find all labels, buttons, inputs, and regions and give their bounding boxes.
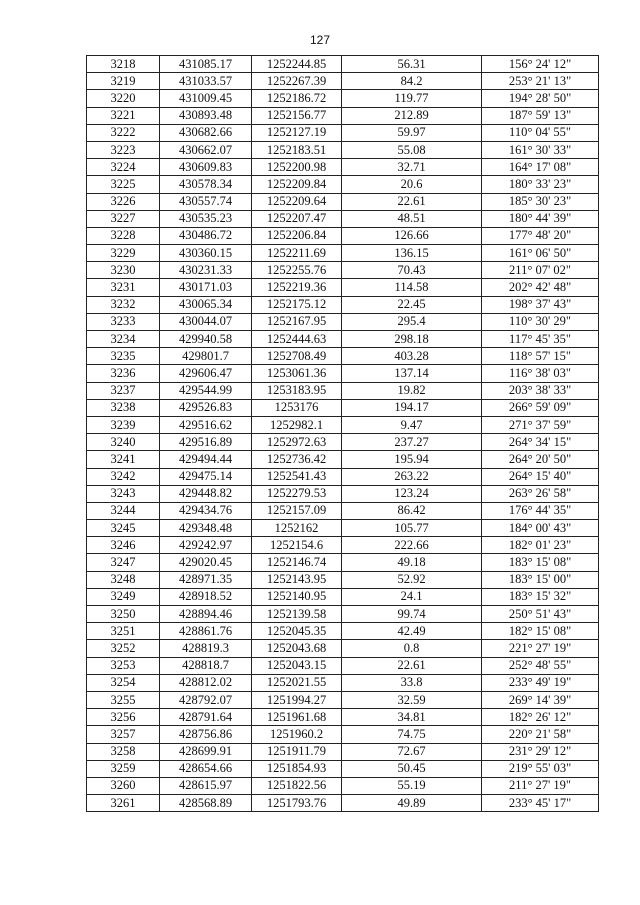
distance-cell: 194.17 — [342, 399, 482, 416]
table-row — [87, 588, 599, 605]
point-number-cell: 3257 — [87, 726, 160, 743]
distance-cell: 295.4 — [342, 313, 482, 330]
table-row — [87, 606, 599, 623]
bearing-angle-cell: 252° 48' 55" — [482, 657, 599, 674]
distance-cell: 212.89 — [342, 107, 482, 124]
distance-cell: 114.58 — [342, 279, 482, 296]
bearing-angle-cell: 264° 34' 15" — [482, 434, 599, 451]
y-coordinate-cell: 1251822.56 — [252, 777, 342, 794]
y-coordinate-cell: 1252043.68 — [252, 640, 342, 657]
point-number-cell: 3234 — [87, 331, 160, 348]
distance-cell: 24.1 — [342, 588, 482, 605]
bearing-angle-cell: 184° 00' 43" — [482, 520, 599, 537]
y-coordinate-cell: 1253061.36 — [252, 365, 342, 382]
y-coordinate-cell: 1252127.19 — [252, 124, 342, 141]
bearing-angle-cell: 203° 38' 33" — [482, 382, 599, 399]
x-coordinate-cell: 430609.83 — [160, 159, 252, 176]
table-row — [87, 73, 599, 90]
y-coordinate-cell: 1252209.64 — [252, 193, 342, 210]
x-coordinate-cell: 430486.72 — [160, 227, 252, 244]
bearing-angle-cell: 177° 48' 20" — [482, 227, 599, 244]
x-coordinate-cell: 429348.48 — [160, 520, 252, 537]
point-number-cell: 3231 — [87, 279, 160, 296]
bearing-angle-cell: 264° 15' 40" — [482, 468, 599, 485]
x-coordinate-cell: 430171.03 — [160, 279, 252, 296]
x-coordinate-cell: 429020.45 — [160, 554, 252, 571]
table-row — [87, 520, 599, 537]
bearing-angle-cell: 221° 27' 19" — [482, 640, 599, 657]
x-coordinate-cell: 429940.58 — [160, 331, 252, 348]
point-number-cell: 3227 — [87, 210, 160, 227]
table-row — [87, 743, 599, 760]
y-coordinate-cell: 1252244.85 — [252, 56, 342, 73]
point-number-cell: 3252 — [87, 640, 160, 657]
distance-cell: 403.28 — [342, 348, 482, 365]
x-coordinate-cell: 431085.17 — [160, 56, 252, 73]
distance-cell: 84.2 — [342, 73, 482, 90]
table-row — [87, 674, 599, 691]
x-coordinate-cell: 429434.76 — [160, 502, 252, 519]
y-coordinate-cell: 1252444.63 — [252, 331, 342, 348]
distance-cell: 56.31 — [342, 56, 482, 73]
point-number-cell: 3249 — [87, 588, 160, 605]
point-number-cell: 3218 — [87, 56, 160, 73]
bearing-angle-cell: 180° 33' 23" — [482, 176, 599, 193]
distance-cell: 298.18 — [342, 331, 482, 348]
point-number-cell: 3247 — [87, 554, 160, 571]
y-coordinate-cell: 1252982.1 — [252, 416, 342, 433]
distance-cell: 22.45 — [342, 296, 482, 313]
point-number-cell: 3220 — [87, 90, 160, 107]
bearing-angle-cell: 253° 21' 13" — [482, 73, 599, 90]
y-coordinate-cell: 1252139.58 — [252, 606, 342, 623]
distance-cell: 59.97 — [342, 124, 482, 141]
bearing-angle-cell: 266° 59' 09" — [482, 399, 599, 416]
x-coordinate-cell: 429544.99 — [160, 382, 252, 399]
point-number-cell: 3261 — [87, 795, 160, 812]
point-number-cell: 3245 — [87, 520, 160, 537]
point-number-cell: 3238 — [87, 399, 160, 416]
point-number-cell: 3240 — [87, 434, 160, 451]
bearing-angle-cell: 198° 37' 43" — [482, 296, 599, 313]
bearing-angle-cell: 161° 30' 33" — [482, 141, 599, 158]
y-coordinate-cell: 1252162 — [252, 520, 342, 537]
y-coordinate-cell: 1251793.76 — [252, 795, 342, 812]
x-coordinate-cell: 428812.02 — [160, 674, 252, 691]
x-coordinate-cell: 431009.45 — [160, 90, 252, 107]
x-coordinate-cell: 430360.15 — [160, 245, 252, 262]
distance-cell: 49.18 — [342, 554, 482, 571]
distance-cell: 237.27 — [342, 434, 482, 451]
distance-cell: 119.77 — [342, 90, 482, 107]
table-row — [87, 777, 599, 794]
distance-cell: 263.22 — [342, 468, 482, 485]
x-coordinate-cell: 428699.91 — [160, 743, 252, 760]
table-row — [87, 262, 599, 279]
y-coordinate-cell: 1251911.79 — [252, 743, 342, 760]
table-row — [87, 640, 599, 657]
point-number-cell: 3219 — [87, 73, 160, 90]
point-number-cell: 3244 — [87, 502, 160, 519]
bearing-angle-cell: 117° 45' 35" — [482, 331, 599, 348]
distance-cell: 99.74 — [342, 606, 482, 623]
point-number-cell: 3228 — [87, 227, 160, 244]
table-row — [87, 399, 599, 416]
x-coordinate-cell: 428792.07 — [160, 691, 252, 708]
table-row — [87, 159, 599, 176]
bearing-angle-cell: 180° 44' 39" — [482, 210, 599, 227]
distance-cell: 86.42 — [342, 502, 482, 519]
table-row — [87, 726, 599, 743]
bearing-angle-cell: 219° 55' 03" — [482, 760, 599, 777]
point-number-cell: 3230 — [87, 262, 160, 279]
table-row — [87, 313, 599, 330]
x-coordinate-cell: 428918.52 — [160, 588, 252, 605]
point-number-cell: 3254 — [87, 674, 160, 691]
distance-cell: 50.45 — [342, 760, 482, 777]
point-number-cell: 3239 — [87, 416, 160, 433]
y-coordinate-cell: 1252156.77 — [252, 107, 342, 124]
distance-cell: 32.59 — [342, 691, 482, 708]
distance-cell: 19.82 — [342, 382, 482, 399]
table-row — [87, 90, 599, 107]
point-number-cell: 3226 — [87, 193, 160, 210]
table-row — [87, 468, 599, 485]
bearing-angle-cell: 263° 26' 58" — [482, 485, 599, 502]
x-coordinate-cell: 428861.76 — [160, 623, 252, 640]
x-coordinate-cell: 429516.89 — [160, 434, 252, 451]
y-coordinate-cell: 1252267.39 — [252, 73, 342, 90]
distance-cell: 55.19 — [342, 777, 482, 794]
y-coordinate-cell: 1251961.68 — [252, 709, 342, 726]
y-coordinate-cell: 1252972.63 — [252, 434, 342, 451]
bearing-angle-cell: 220° 21' 58" — [482, 726, 599, 743]
point-number-cell: 3222 — [87, 124, 160, 141]
x-coordinate-cell: 430682.66 — [160, 124, 252, 141]
point-number-cell: 3241 — [87, 451, 160, 468]
table-row — [87, 141, 599, 158]
table-row — [87, 210, 599, 227]
table-row — [87, 348, 599, 365]
table-row — [87, 451, 599, 468]
bearing-angle-cell: 110° 04' 55" — [482, 124, 599, 141]
table-row — [87, 296, 599, 313]
coordinates-table-body — [87, 56, 599, 812]
point-number-cell: 3255 — [87, 691, 160, 708]
bearing-angle-cell: 176° 44' 35" — [482, 502, 599, 519]
point-number-cell: 3250 — [87, 606, 160, 623]
distance-cell: 32.71 — [342, 159, 482, 176]
x-coordinate-cell: 430065.34 — [160, 296, 252, 313]
table-row — [87, 434, 599, 451]
x-coordinate-cell: 429242.97 — [160, 537, 252, 554]
distance-cell: 222.66 — [342, 537, 482, 554]
y-coordinate-cell: 1252541.43 — [252, 468, 342, 485]
distance-cell: 72.67 — [342, 743, 482, 760]
table-row — [87, 485, 599, 502]
point-number-cell: 3225 — [87, 176, 160, 193]
y-coordinate-cell: 1252143.95 — [252, 571, 342, 588]
distance-cell: 49.89 — [342, 795, 482, 812]
bearing-angle-cell: 269° 14' 39" — [482, 691, 599, 708]
bearing-angle-cell: 118° 57' 15" — [482, 348, 599, 365]
bearing-angle-cell: 233° 45' 17" — [482, 795, 599, 812]
bearing-angle-cell: 183° 15' 00" — [482, 571, 599, 588]
y-coordinate-cell: 1252186.72 — [252, 90, 342, 107]
x-coordinate-cell: 430578.34 — [160, 176, 252, 193]
y-coordinate-cell: 1252279.53 — [252, 485, 342, 502]
y-coordinate-cell: 1252183.51 — [252, 141, 342, 158]
x-coordinate-cell: 428819.3 — [160, 640, 252, 657]
coordinates-table — [86, 55, 599, 812]
y-coordinate-cell: 1252200.98 — [252, 159, 342, 176]
table-row — [87, 193, 599, 210]
x-coordinate-cell: 430893.48 — [160, 107, 252, 124]
point-number-cell: 3259 — [87, 760, 160, 777]
x-coordinate-cell: 428971.35 — [160, 571, 252, 588]
bearing-angle-cell: 211° 07' 02" — [482, 262, 599, 279]
y-coordinate-cell: 1252255.76 — [252, 262, 342, 279]
table-row — [87, 709, 599, 726]
bearing-angle-cell: 110° 30' 29" — [482, 313, 599, 330]
distance-cell: 123.24 — [342, 485, 482, 502]
table-row — [87, 176, 599, 193]
table-row — [87, 537, 599, 554]
x-coordinate-cell: 428791.64 — [160, 709, 252, 726]
x-coordinate-cell: 429494.44 — [160, 451, 252, 468]
point-number-cell: 3260 — [87, 777, 160, 794]
distance-cell: 105.77 — [342, 520, 482, 537]
x-coordinate-cell: 428615.97 — [160, 777, 252, 794]
bearing-angle-cell: 183° 15' 32" — [482, 588, 599, 605]
table-row — [87, 365, 599, 382]
point-number-cell: 3258 — [87, 743, 160, 760]
y-coordinate-cell: 1252206.84 — [252, 227, 342, 244]
distance-cell: 52.92 — [342, 571, 482, 588]
distance-cell: 33.8 — [342, 674, 482, 691]
x-coordinate-cell: 429516.62 — [160, 416, 252, 433]
y-coordinate-cell: 1252140.95 — [252, 588, 342, 605]
distance-cell: 9.47 — [342, 416, 482, 433]
point-number-cell: 3224 — [87, 159, 160, 176]
distance-cell: 34.81 — [342, 709, 482, 726]
point-number-cell: 3243 — [87, 485, 160, 502]
y-coordinate-cell: 1251854.93 — [252, 760, 342, 777]
y-coordinate-cell: 1252175.12 — [252, 296, 342, 313]
point-number-cell: 3237 — [87, 382, 160, 399]
distance-cell: 137.14 — [342, 365, 482, 382]
distance-cell: 70.43 — [342, 262, 482, 279]
point-number-cell: 3242 — [87, 468, 160, 485]
bearing-angle-cell: 233° 49' 19" — [482, 674, 599, 691]
y-coordinate-cell: 1252736.42 — [252, 451, 342, 468]
x-coordinate-cell: 429801.7 — [160, 348, 252, 365]
y-coordinate-cell: 1251960.2 — [252, 726, 342, 743]
distance-cell: 20.6 — [342, 176, 482, 193]
x-coordinate-cell: 429475.14 — [160, 468, 252, 485]
x-coordinate-cell: 430662.07 — [160, 141, 252, 158]
bearing-angle-cell: 182° 26' 12" — [482, 709, 599, 726]
y-coordinate-cell: 1253176 — [252, 399, 342, 416]
y-coordinate-cell: 1252708.49 — [252, 348, 342, 365]
x-coordinate-cell: 429448.82 — [160, 485, 252, 502]
table-row — [87, 331, 599, 348]
bearing-angle-cell: 187° 59' 13" — [482, 107, 599, 124]
y-coordinate-cell: 1252211.69 — [252, 245, 342, 262]
bearing-angle-cell: 211° 27' 19" — [482, 777, 599, 794]
x-coordinate-cell: 429526.83 — [160, 399, 252, 416]
table-row — [87, 56, 599, 73]
y-coordinate-cell: 1252209.84 — [252, 176, 342, 193]
distance-cell: 136.15 — [342, 245, 482, 262]
point-number-cell: 3223 — [87, 141, 160, 158]
point-number-cell: 3251 — [87, 623, 160, 640]
distance-cell: 42.49 — [342, 623, 482, 640]
point-number-cell: 3248 — [87, 571, 160, 588]
y-coordinate-cell: 1252043.15 — [252, 657, 342, 674]
distance-cell: 0.8 — [342, 640, 482, 657]
y-coordinate-cell: 1252045.35 — [252, 623, 342, 640]
distance-cell: 126.66 — [342, 227, 482, 244]
bearing-angle-cell: 185° 30' 23" — [482, 193, 599, 210]
distance-cell: 195.94 — [342, 451, 482, 468]
distance-cell: 22.61 — [342, 657, 482, 674]
distance-cell: 22.61 — [342, 193, 482, 210]
table-row — [87, 382, 599, 399]
distance-cell: 55.08 — [342, 141, 482, 158]
point-number-cell: 3253 — [87, 657, 160, 674]
bearing-angle-cell: 271° 37' 59" — [482, 416, 599, 433]
x-coordinate-cell: 428818.7 — [160, 657, 252, 674]
y-coordinate-cell: 1252146.74 — [252, 554, 342, 571]
table-row — [87, 245, 599, 262]
x-coordinate-cell: 430535.23 — [160, 210, 252, 227]
bearing-angle-cell: 116° 38' 03" — [482, 365, 599, 382]
bearing-angle-cell: 182° 15' 08" — [482, 623, 599, 640]
bearing-angle-cell: 156° 24' 12" — [482, 56, 599, 73]
point-number-cell: 3232 — [87, 296, 160, 313]
bearing-angle-cell: 161° 06' 50" — [482, 245, 599, 262]
table-row — [87, 554, 599, 571]
distance-cell: 48.51 — [342, 210, 482, 227]
x-coordinate-cell: 428654.66 — [160, 760, 252, 777]
y-coordinate-cell: 1252021.55 — [252, 674, 342, 691]
x-coordinate-cell: 428756.86 — [160, 726, 252, 743]
x-coordinate-cell: 430557.74 — [160, 193, 252, 210]
bearing-angle-cell: 194° 28' 50" — [482, 90, 599, 107]
table-row — [87, 691, 599, 708]
point-number-cell: 3229 — [87, 245, 160, 262]
bearing-angle-cell: 250° 51' 43" — [482, 606, 599, 623]
point-number-cell: 3236 — [87, 365, 160, 382]
bearing-angle-cell: 164° 17' 08" — [482, 159, 599, 176]
table-row — [87, 416, 599, 433]
y-coordinate-cell: 1252154.6 — [252, 537, 342, 554]
y-coordinate-cell: 1253183.95 — [252, 382, 342, 399]
x-coordinate-cell: 431033.57 — [160, 73, 252, 90]
x-coordinate-cell: 428568.89 — [160, 795, 252, 812]
y-coordinate-cell: 1252167.95 — [252, 313, 342, 330]
table-row — [87, 623, 599, 640]
x-coordinate-cell: 430231.33 — [160, 262, 252, 279]
page-number: 127 — [309, 33, 331, 47]
x-coordinate-cell: 429606.47 — [160, 365, 252, 382]
y-coordinate-cell: 1252157.09 — [252, 502, 342, 519]
y-coordinate-cell: 1251994.27 — [252, 691, 342, 708]
bearing-angle-cell: 264° 20' 50" — [482, 451, 599, 468]
table-row — [87, 760, 599, 777]
point-number-cell: 3246 — [87, 537, 160, 554]
point-number-cell: 3233 — [87, 313, 160, 330]
table-row — [87, 124, 599, 141]
bearing-angle-cell: 182° 01' 23" — [482, 537, 599, 554]
table-row — [87, 571, 599, 588]
distance-cell: 74.75 — [342, 726, 482, 743]
point-number-cell: 3235 — [87, 348, 160, 365]
point-number-cell: 3256 — [87, 709, 160, 726]
table-row — [87, 227, 599, 244]
table-row — [87, 107, 599, 124]
point-number-cell: 3221 — [87, 107, 160, 124]
table-row — [87, 502, 599, 519]
bearing-angle-cell: 231° 29' 12" — [482, 743, 599, 760]
x-coordinate-cell: 428894.46 — [160, 606, 252, 623]
table-row — [87, 657, 599, 674]
table-row — [87, 795, 599, 812]
y-coordinate-cell: 1252219.36 — [252, 279, 342, 296]
table-row — [87, 279, 599, 296]
bearing-angle-cell: 202° 42' 48" — [482, 279, 599, 296]
y-coordinate-cell: 1252207.47 — [252, 210, 342, 227]
x-coordinate-cell: 430044.07 — [160, 313, 252, 330]
bearing-angle-cell: 183° 15' 08" — [482, 554, 599, 571]
